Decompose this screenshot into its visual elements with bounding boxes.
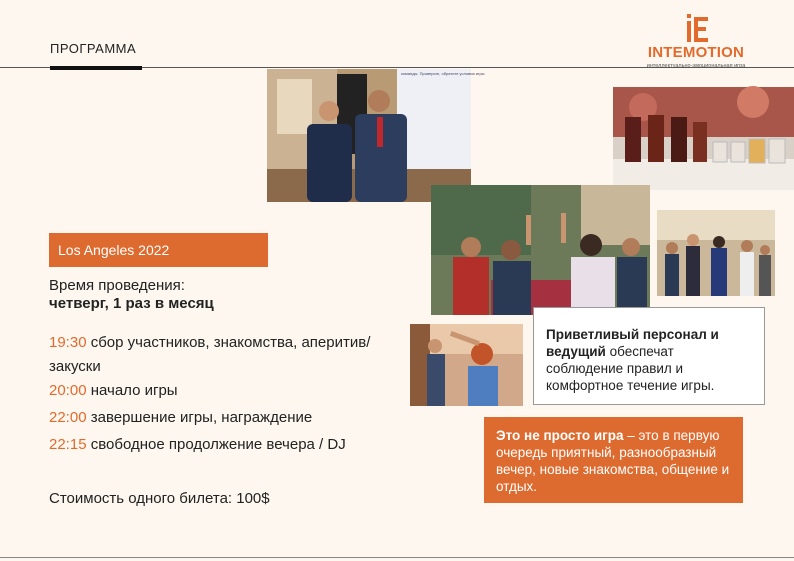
schedule-item: [49, 433, 389, 457]
game-text: – это в первую очередь приятный, разнообразный вечер, новые знакомства, общение и отдых.: [496, 428, 730, 494]
photo-hosts: [267, 69, 485, 202]
schedule-text: сбор участников, знакомства, аперитив/закуски: [49, 334, 371, 375]
screen-text: команды. Проверьте, обратите условия игры: [401, 71, 485, 76]
brand-logo: [646, 14, 746, 74]
game-info-box: [484, 417, 743, 503]
schedule-item: [49, 406, 389, 430]
staff-text: обеспечат соблюдение правил и комфортное течение игры.: [546, 344, 715, 393]
logo-name: INTEMOTION: [647, 44, 745, 61]
schedule-list: [49, 331, 389, 457]
photo-drinks: [613, 87, 794, 190]
schedule-item: [49, 331, 389, 379]
schedule-time: 22:00: [49, 409, 87, 426]
schedule-time: 22:15: [49, 436, 87, 453]
schedule-text: свободное продолжение вечера / DJ: [90, 436, 346, 453]
time-label: Время проведения:: [49, 277, 185, 294]
schedule-text: начало игры: [90, 382, 178, 399]
schedule-text: завершение игры, награждение: [90, 409, 313, 426]
game-bold-text: Это не просто игра: [496, 428, 624, 443]
ie-logo-icon: [684, 14, 710, 44]
photo-party: [431, 185, 650, 315]
ticket-price: Стоимость одного билета: 100$: [49, 490, 270, 507]
photo-couple: [410, 324, 523, 406]
footer-divider: [0, 557, 794, 558]
logo-subtitle: интеллектуально-эмоциональная игра: [646, 63, 746, 69]
photo-dancing: [657, 210, 775, 296]
schedule-time: 19:30: [49, 334, 87, 351]
staff-bold-text: Приветливый персонал и ведущий: [546, 327, 719, 359]
schedule-item: [49, 379, 389, 403]
page-title: ПРОГРАММА: [50, 41, 137, 56]
time-value: четверг, 1 раз в месяц: [49, 295, 214, 312]
header-underline: [50, 66, 142, 70]
staff-info-box: [533, 307, 765, 405]
city-badge: Los Angeles 2022: [49, 233, 268, 267]
schedule-time: 20:00: [49, 382, 87, 399]
